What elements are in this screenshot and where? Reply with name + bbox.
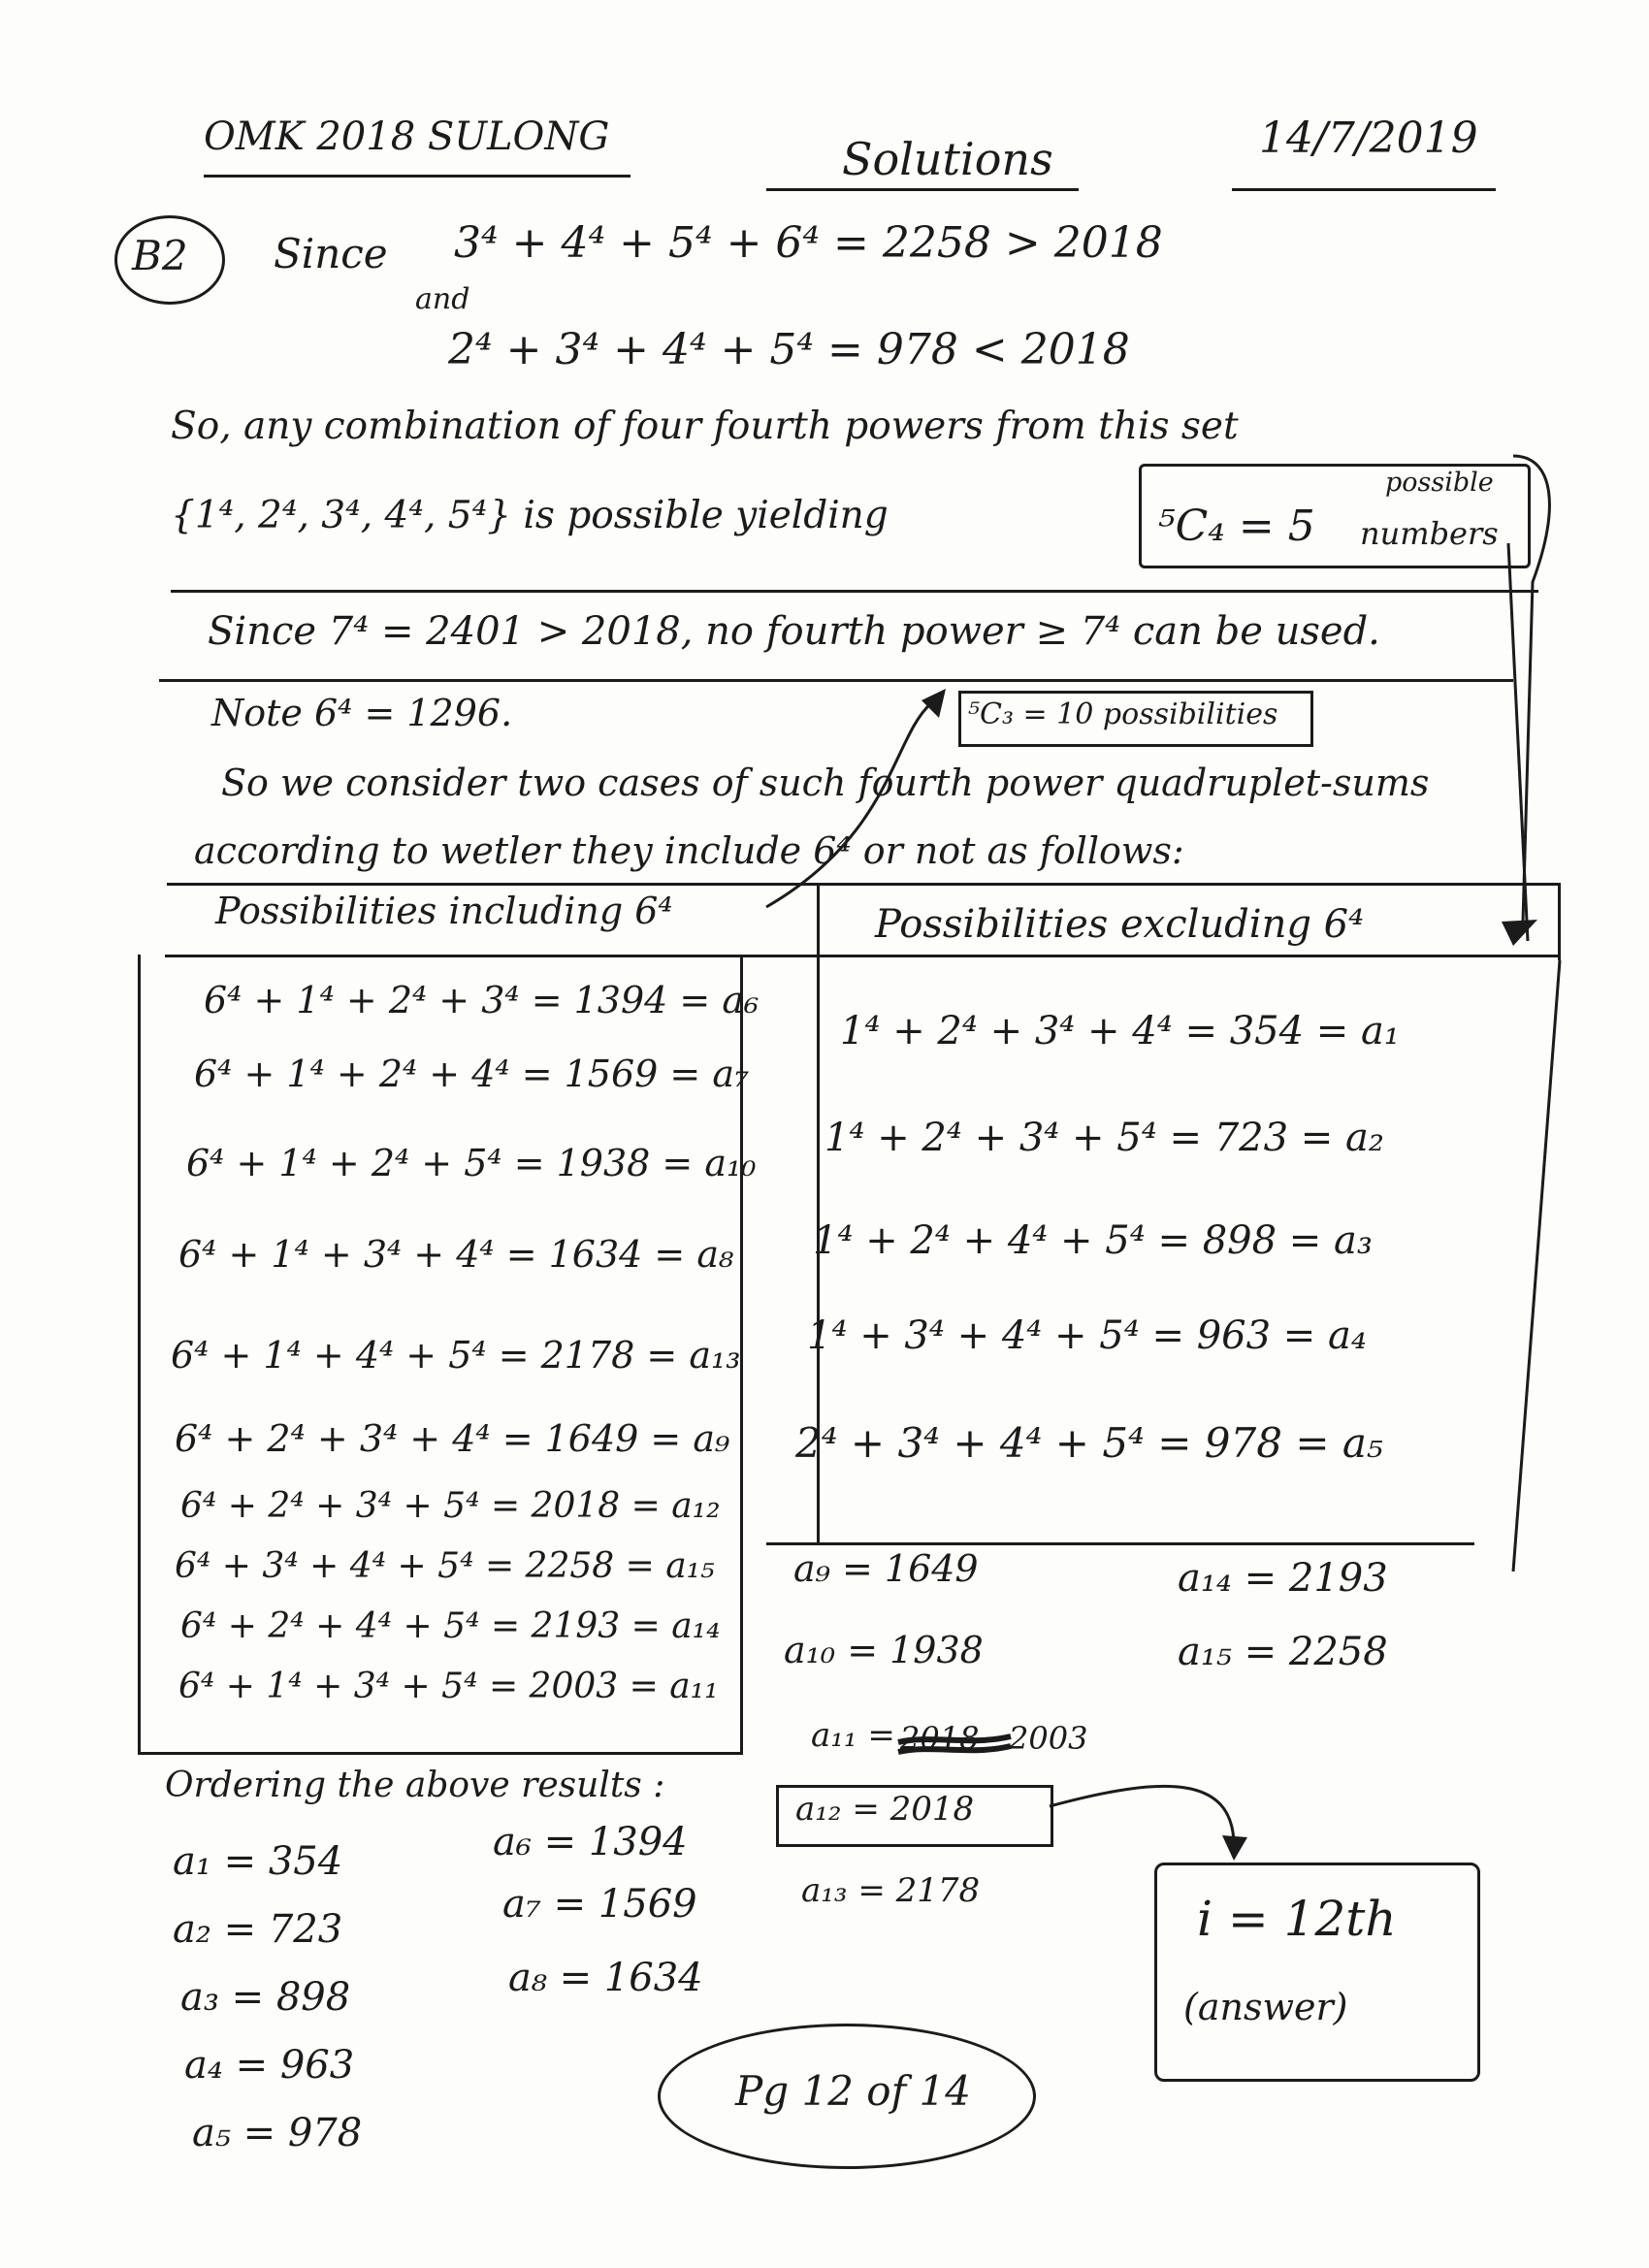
c3-value: ⁵C₃ = 10 possibilities xyxy=(968,697,1278,731)
left-row: 6⁴ + 2⁴ + 4⁴ + 5⁴ = 2193 = a₁₄ xyxy=(180,1606,721,1646)
right-header: Possibilities excluding 6⁴ xyxy=(875,902,1365,947)
left-row: 6⁴ + 1⁴ + 4⁴ + 5⁴ = 2178 = a₁₃ xyxy=(171,1334,741,1377)
ordered-a14: a₁₄ = 2193 xyxy=(1178,1556,1388,1601)
page-number: Pg 12 of 14 xyxy=(735,2067,971,2115)
ordered-a12: a₁₂ = 2018 xyxy=(795,1790,975,1829)
left-row: 6⁴ + 1⁴ + 3⁴ + 5⁴ = 2003 = a₁₁ xyxy=(178,1667,719,1706)
ordered-list-item: a₁ = 354 xyxy=(173,1839,343,1884)
c4-possible: possible xyxy=(1385,468,1494,498)
ordered-list-item: a₈ = 1634 xyxy=(508,1956,703,2000)
ordered-list-item: a₇ = 1569 xyxy=(502,1882,697,1927)
header-course: OMK 2018 SULONG xyxy=(204,114,610,159)
para2-line1: So we consider two cases of such fourth power quadruplet-sums xyxy=(221,761,1430,804)
left-row: 6⁴ + 2⁴ + 3⁴ + 4⁴ = 1649 = a₉ xyxy=(175,1417,730,1460)
table-right-border xyxy=(1558,883,1561,960)
left-row: 6⁴ + 1⁴ + 3⁴ + 4⁴ = 1634 = a₈ xyxy=(178,1233,734,1276)
c4-value: ⁵C₄ = 5 xyxy=(1158,502,1315,551)
left-header: Possibilities including 6⁴ xyxy=(215,890,673,932)
problem-label: B2 xyxy=(132,232,188,279)
header-solutions-underline xyxy=(766,188,1079,191)
right-row: 1⁴ + 3⁴ + 4⁴ + 5⁴ = 963 = a₄ xyxy=(807,1313,1367,1358)
ordered-a13: a₁₃ = 2178 xyxy=(801,1871,981,1910)
ordered-list-item: a₆ = 1394 xyxy=(493,1820,688,1864)
left-row: 6⁴ + 2⁴ + 3⁴ + 5⁴ = 2018 = a₁₂ xyxy=(180,1486,721,1526)
right-row: 1⁴ + 2⁴ + 4⁴ + 5⁴ = 898 = a₃ xyxy=(813,1218,1373,1263)
header-course-underline xyxy=(204,175,630,178)
inequality-2: 2⁴ + 3⁴ + 4⁴ + 5⁴ = 978 < 2018 xyxy=(448,325,1130,374)
para1-line1: So, any combination of four fourth powers from this set xyxy=(171,405,1239,448)
right-row: 2⁴ + 3⁴ + 4⁴ + 5⁴ = 978 = a₅ xyxy=(795,1419,1383,1467)
ordered-list-item: a₂ = 723 xyxy=(173,1907,343,1952)
right-row: 1⁴ + 2⁴ + 3⁴ + 4⁴ = 354 = a₁ xyxy=(840,1009,1400,1053)
left-row: 6⁴ + 1⁴ + 2⁴ + 3⁴ = 1394 = a₆ xyxy=(204,979,760,1021)
left-row: 6⁴ + 3⁴ + 4⁴ + 5⁴ = 2258 = a₁₅ xyxy=(175,1546,715,1586)
inequality-1: 3⁴ + 4⁴ + 5⁴ + 6⁴ = 2258 > 2018 xyxy=(454,218,1163,268)
header-solutions: Solutions xyxy=(842,133,1053,185)
ordered-a11-value: 2003 xyxy=(1009,1720,1088,1757)
para1-line2: {1⁴, 2⁴, 3⁴, 4⁴, 5⁴} is possible yielding xyxy=(171,494,889,537)
c4-numbers: numbers xyxy=(1360,515,1499,552)
header-date-underline xyxy=(1232,188,1496,191)
ordered-a10: a₁₀ = 1938 xyxy=(784,1629,984,1671)
ordered-list-item: a₃ = 898 xyxy=(180,1975,351,2020)
since-seven-line: Since 7⁴ = 2401 > 2018, no fourth power ≥ 7⁴ can be used. xyxy=(208,609,1380,654)
left-row: 6⁴ + 1⁴ + 2⁴ + 5⁴ = 1938 = a₁₀ xyxy=(186,1142,757,1184)
answer-label: (answer) xyxy=(1183,1986,1348,2028)
since-word: Since xyxy=(274,230,388,277)
note-line: Note 6⁴ = 1296. xyxy=(211,692,513,734)
right-column-bottom xyxy=(766,1542,1474,1545)
and-word: and xyxy=(415,282,470,316)
ordered-list-item: a₄ = 963 xyxy=(184,2043,355,2088)
ordered-a11-struck: 2018 xyxy=(900,1720,980,1757)
header-date: 14/7/2019 xyxy=(1259,113,1478,163)
answer-value: i = 12th xyxy=(1197,1891,1397,1947)
ordered-a11-label: a₁₁ = xyxy=(811,1716,895,1755)
left-row: 6⁴ + 1⁴ + 2⁴ + 4⁴ = 1569 = a₇ xyxy=(194,1053,750,1095)
ordered-a9: a₉ = 1649 xyxy=(793,1547,979,1590)
ordered-list-item: a₅ = 978 xyxy=(192,2111,363,2155)
divider-1 xyxy=(171,590,1538,593)
right-row: 1⁴ + 2⁴ + 3⁴ + 5⁴ = 723 = a₂ xyxy=(824,1116,1384,1160)
ordered-a15: a₁₅ = 2258 xyxy=(1178,1630,1388,1674)
ordering-label: Ordering the above results : xyxy=(165,1766,665,1805)
table-top-border xyxy=(167,883,1560,886)
para2-line2: according to wetler they include 6⁴ or not as follows: xyxy=(194,829,1184,872)
divider-2 xyxy=(159,679,1513,682)
